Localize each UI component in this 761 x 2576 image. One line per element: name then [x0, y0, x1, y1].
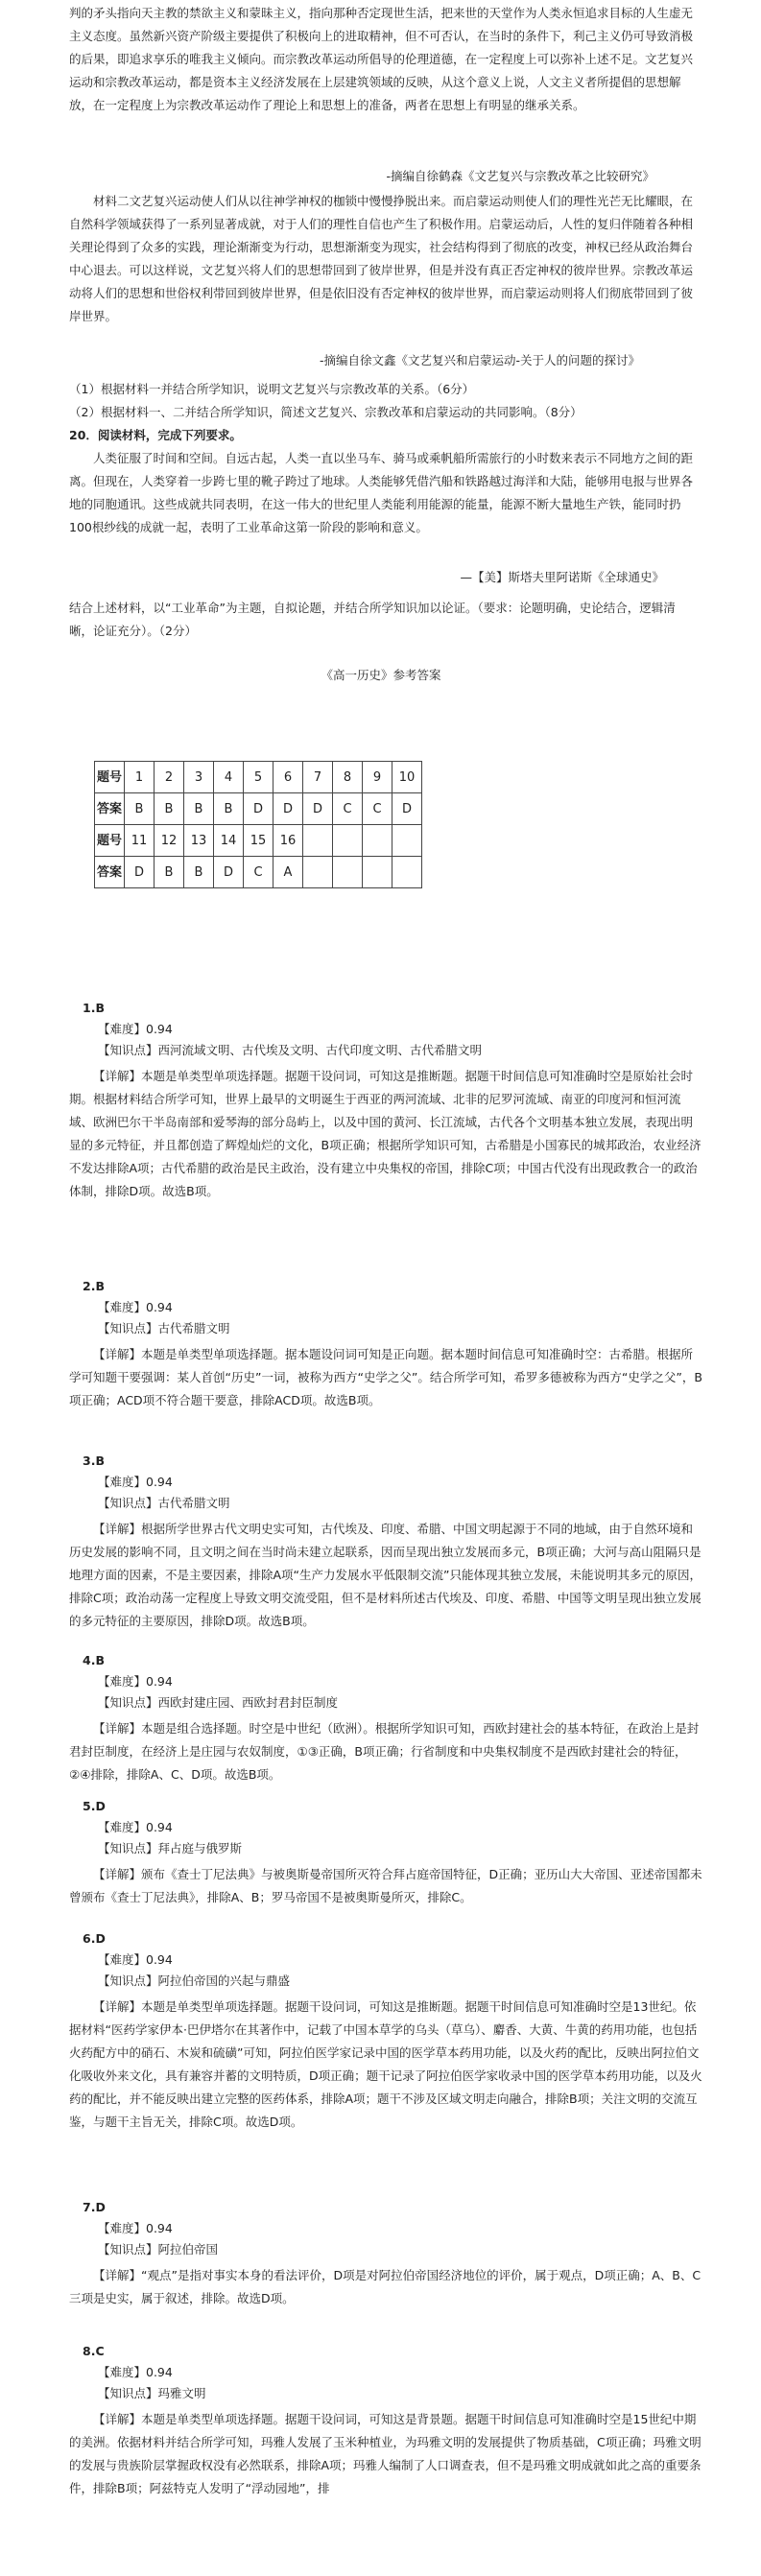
empty-cell [363, 857, 392, 888]
answer-letter: D [392, 793, 422, 825]
empty-cell [333, 857, 363, 888]
question-number: 11 [125, 825, 155, 857]
explanation-4 [69, 1650, 702, 1786]
explanation-detail: 【详解】颁布《查士丁尼法典》与被奥斯曼帝国所灭符合拜占庭帝国特征，D正确；亚历山大大帝国、亚述帝国都未曾颁布《查士丁尼法典》，排除A、B；罗马帝国不是被奥斯曼所灭，排除C。 [69, 1867, 702, 1904]
answer-letter: D [273, 793, 303, 825]
knowledge-point: 【知识点】古代希腊文明 [98, 1321, 230, 1335]
difficulty-label: 【难度】0.94 [98, 2221, 173, 2235]
explanation-detail: 【详解】“观点”是指对事实本身的看法评价，D项是对阿拉伯帝国经济地位的评价，属于观点，D项正确；A、B、C三项是史实，属于叙述，排除。故选D项。 [69, 2268, 702, 2305]
question-number: 14 [214, 825, 244, 857]
answer-row-answers-1 [95, 793, 422, 825]
question-number: 4 [214, 762, 244, 793]
explanation-detail: 【详解】本题是单类型单项选择题。据题干设问词，可知这是背景题。据题干时间信息可知准确时空是15世纪中期的美洲。依据材料并结合所学可知，玛雅人发展了玉米种植业，为玛雅文明的发展提供了物质基础，C项正确；玛雅文明的发展与贵族阶层掌握政权没有必然联系，排除A项；玛雅人编制了人口调查表，但不是玛雅文明成就如此之高的重要条件，排除B项；阿兹特克人发明了“浮动园地”，排 [69, 2412, 702, 2495]
question-number: 1 [125, 762, 155, 793]
row-label-answer: 答案 [95, 793, 125, 825]
answer-letter: B [214, 793, 244, 825]
question-number: 16 [273, 825, 303, 857]
source-citation-one: -摘编自徐鹤森《文艺复兴与宗教改革之比较研究》 [386, 169, 654, 183]
explanation-3 [69, 1451, 702, 1633]
answer-letter: B [184, 857, 214, 888]
difficulty-label: 【难度】0.94 [98, 1300, 173, 1314]
question-number: 3 [184, 762, 214, 793]
explanation-6 [69, 1928, 702, 2134]
answer-letter: B [125, 793, 155, 825]
answer-letter: B [155, 857, 184, 888]
knowledge-point: 【知识点】西欧封建庄园、西欧封君封臣制度 [98, 1695, 339, 1710]
explanation-detail: 【详解】根据所学世界古代文明史实可知，古代埃及、印度、希腊、中国文明起源于不同的地域，由于自然环境和历史发展的影响不同，且文明之间在当时尚未建立起联系，因而呈现出独立发展而多元，B项正确；大河与高山阻隔只是地理方面的因素，不是主要因素，排除A项“生产力发展水平低限制交流”只能体现其独立发展，未能说明其多元的原因，排除C项；政治动荡一定程度上导致文明交流受阻，但不是材料所述古代埃及、印度、希腊、中国等文明呈现出独立发展的多元特征的主要原因，排除D项。故选B项。 [69, 1522, 702, 1628]
empty-cell [392, 857, 422, 888]
difficulty-label: 【难度】0.94 [98, 1820, 173, 1834]
empty-cell [333, 825, 363, 857]
explanation-number: 6.D [83, 1931, 106, 1946]
explanation-number: 1.B [83, 1001, 105, 1015]
empty-cell [303, 857, 333, 888]
explanation-number: 4.B [83, 1653, 105, 1667]
difficulty-label: 【难度】0.94 [98, 1952, 173, 1967]
difficulty-label: 【难度】0.94 [98, 2365, 173, 2379]
question-number: 6 [273, 762, 303, 793]
difficulty-label: 【难度】0.94 [98, 1674, 173, 1689]
explanation-number: 8.C [83, 2344, 105, 2358]
explanation-number: 5.D [83, 1799, 106, 1813]
answer-letter: D [214, 857, 244, 888]
answer-letter: B [155, 793, 184, 825]
answer-key-title: 《高一历史》参考答案 [321, 668, 441, 682]
explanation-number: 2.B [83, 1279, 105, 1293]
answer-letter: A [273, 857, 303, 888]
answer-row-numbers-2 [95, 825, 422, 857]
question-20-task: 结合上述材料，以“工业革命”为主题，自拟论题，并结合所学知识加以论证。（要求：论题明确，史论结合，逻辑清晰，论证充分）。（2分） [69, 601, 676, 638]
answer-row-answers-2 [95, 857, 422, 888]
question-number: 15 [244, 825, 273, 857]
knowledge-point: 【知识点】阿拉伯帝国 [98, 2242, 219, 2257]
question-number: 5 [244, 762, 273, 793]
question-number: 2 [155, 762, 184, 793]
answer-letter: C [363, 793, 392, 825]
question-number: 7 [303, 762, 333, 793]
answer-letter: D [244, 793, 273, 825]
material-one-paragraph: 判的矛头指向天主教的禁欲主义和蒙昧主义，指向那种否定现世生活，把来世的天堂作为人类永恒追求目标的人生虚无主义态度。虽然新兴资产阶级主要提供了积极向上的进取精神，但不可否认，在当时的条件下，利己主义仍可导致消极的后果，即追求享乐的唯我主义倾向。而宗教改革运动所倡导的伦理道德，在一定程度上可以弥补上述不足。文艺复兴运动和宗教改革运动，都是资本主义经济发展在上层建筑领域的反映，从这个意义上说，人文主义者所提倡的思想解放，在一定程度上为宗教改革运动作了理论上和思想上的准备，两者在思想上有明显的继承关系。 [69, 6, 694, 112]
row-label-question: 题号 [95, 825, 125, 857]
question-20-source: —【美】斯塔夫里阿诺斯《全球通史》 [460, 570, 664, 584]
empty-cell [392, 825, 422, 857]
answer-letter: B [184, 793, 214, 825]
source-citation-two: -摘编自徐文鑫《文艺复兴和启蒙运动-关于人的问题的探讨》 [319, 353, 640, 367]
explanation-5 [69, 1796, 702, 1909]
question-number: 8 [333, 762, 363, 793]
answer-row-numbers-1 [95, 762, 422, 793]
answer-table [94, 761, 422, 888]
row-label-answer: 答案 [95, 857, 125, 888]
empty-cell [303, 825, 333, 857]
question-number: 13 [184, 825, 214, 857]
answer-letter: D [303, 793, 333, 825]
question-number: 12 [155, 825, 184, 857]
question-number: 9 [363, 762, 392, 793]
question-20-material: 人类征服了时间和空间。自远古起，人类一直以坐马车、骑马或乘帆船所需旅行的小时数来表示不同地方之间的距离。但现在，人类穿着一步跨七里的靴子跨过了地球。人类能够凭借汽船和铁路越过海洋和大陆，能够用电报与世界各地的同胞通讯。这些成就共同表明，在这一伟大的世纪里人类能利用能源的能量，能源不断大量地生产铁，能同时扔100根纱线的成就一起，表明了工业革命这第一阶段的影响和意义。 [69, 451, 694, 534]
explanation-detail: 【详解】本题是组合选择题。时空是中世纪（欧洲）。根据所学知识可知，西欧封建社会的基本特征，在政治上是封君封臣制度，在经济上是庄园与农奴制度，①③正确，B项正确；行省制度和中央集权制度不是西欧封建社会的特征，②④排除，排除A、C、D项。故选B项。 [69, 1721, 700, 1782]
difficulty-label: 【难度】0.94 [98, 1022, 173, 1036]
question-part-1: （1）根据材料一并结合所学知识，说明文艺复兴与宗教改革的关系。（6分） [69, 382, 475, 396]
question-part-2: （2）根据材料一、二并结合所学知识，简述文艺复兴、宗教改革和启蒙运动的共同影响。（8分） [69, 405, 583, 419]
explanation-number: 3.B [83, 1453, 105, 1468]
empty-cell [363, 825, 392, 857]
explanation-detail: 【详解】本题是单类型单项选择题。据本题设问词可知是正向题。据本题时间信息可知准确时空：古希腊。根据所学可知题干要强调：某人首创“历史”一词，被称为西方“史学之父”。结合所学可知，希罗多德被称为西方“史学之父”，B项正确；ACD项不符合题干要意，排除ACD项。故选B项。 [69, 1347, 702, 1407]
explanation-2 [69, 1276, 702, 1412]
explanation-1 [69, 998, 702, 1203]
material-two-paragraph: 材料二文艺复兴运动使人们从以往神学神权的枷锁中慢慢挣脱出来。而启蒙运动则使人们的理性光芒无比耀眼，在自然科学领域获得了一系列显著成就，对于人们的理性自信也产生了积极作用。启蒙运动后，人性的复归伴随着各种相关理论得到了众多的实践，理论渐渐变为行动，思想渐渐变为现实，社会结构得到了彻底的改变，神权已经从政治舞台中心退去。可以这样说，文艺复兴将人们的思想带回到了彼岸世界，但是并没有真正否定神权的彼岸世界。宗教改革运动将人们的思想和世俗权利带回到彼岸世界，但是依旧没有否定神权的彼岸世界，而启蒙运动则将人们彻底带回到了彼岸世界。 [69, 194, 694, 323]
answer-letter: C [244, 857, 273, 888]
knowledge-point: 【知识点】拜占庭与俄罗斯 [98, 1841, 243, 1855]
answer-letter: C [333, 793, 363, 825]
difficulty-label: 【难度】0.94 [98, 1475, 173, 1489]
explanation-detail: 【详解】本题是单类型单项选择题。据题干设问词，可知这是推断题。据题干时间信息可知准确时空是原始社会时期。根据材料结合所学可知，世界上最早的文明诞生于西亚的两河流域、北非的尼罗河流域、南亚的印度河和恒河流域、欧洲巴尔干半岛南部和爱琴海的部分岛屿上，以及中国的黄河、长江流域，古代各个文明基本独立发展，表现出明显的多元特征，并且都创造了辉煌灿烂的文化，B项正确；根据所学知识可知，古希腊是小国寡民的城邦政治，农业经济不发达排除A项；古代希腊的政治是民主政治，没有建立中央集权的帝国，排除C项；中国古代没有出现政教合一的政治体制，排除D项。故选B项。 [69, 1069, 702, 1198]
explanation-number: 7.D [83, 2200, 106, 2214]
knowledge-point: 【知识点】西河流域文明、古代埃及文明、古代印度文明、古代希腊文明 [98, 1043, 483, 1057]
explanation-detail: 【详解】本题是单类型单项选择题。据题干设问词，可知这是推断题。据题干时间信息可知准确时空是13世纪。依据材料“医药学家伊本·巴伊塔尔在其著作中，记载了中国本草学的乌头（草乌）、麝香、大黄、牛黄的药用功能，也包括火药配方中的硝石、木炭和硫磺”可知，阿拉伯医学家记录中国的医学草本药用功能，以及火药的配比，反映出阿拉伯文化吸收外来文化，具有兼容并蓄的文明特质，D项正确；题干记录了阿拉伯医学家收录中国的医学草本药用功能，以及火药的配比，并不能反映出建立完整的医药体系，排除A项；题干不涉及区域文明走向融合，排除B项；关注文明的交流互鉴，与题干主旨无关，排除C项。故选D项。 [69, 1999, 702, 2129]
explanation-7 [69, 2197, 702, 2310]
question-20-title: 20．阅读材料，完成下列要求。 [69, 428, 242, 442]
knowledge-point: 【知识点】玛雅文明 [98, 2386, 206, 2400]
answer-letter: D [125, 857, 155, 888]
explanation-8 [69, 2341, 702, 2500]
question-number: 10 [392, 762, 422, 793]
knowledge-point: 【知识点】阿拉伯帝国的兴起与鼎盛 [98, 1973, 291, 1988]
knowledge-point: 【知识点】古代希腊文明 [98, 1496, 230, 1510]
row-label-question: 题号 [95, 762, 125, 793]
